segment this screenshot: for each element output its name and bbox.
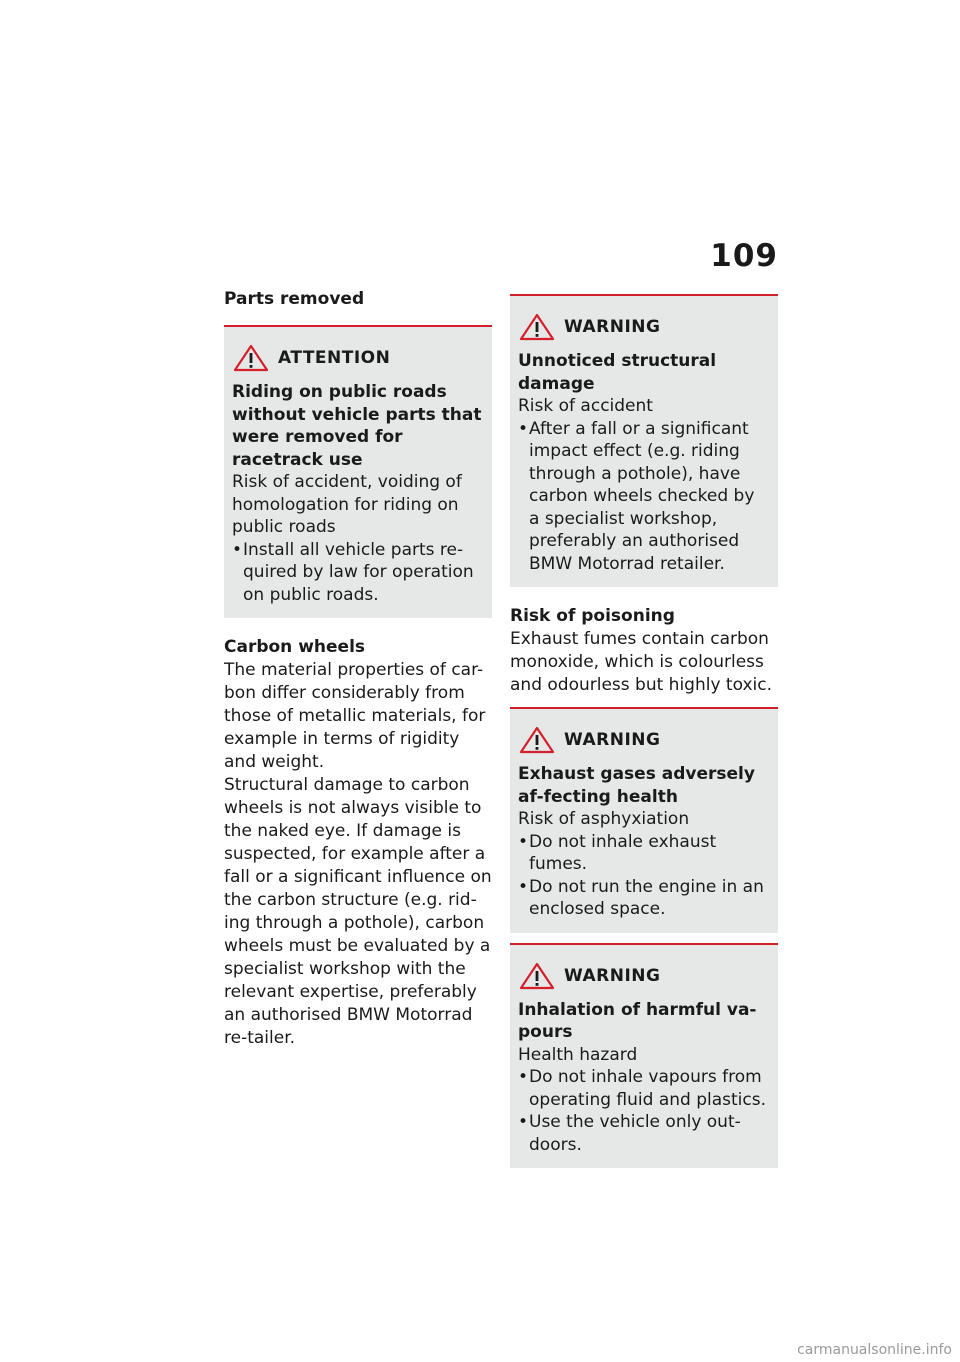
warning-triangle-icon bbox=[518, 962, 556, 990]
warning-label: WARNING bbox=[564, 965, 661, 986]
attention-bullet-list bbox=[232, 539, 484, 607]
watermark-footer: carmanualsonline.info bbox=[797, 1342, 952, 1358]
warning-title: Unnoticed structural damage bbox=[518, 351, 717, 394]
list-item: • Install all vehicle parts re-quired by law for operation on public roads. bbox=[232, 539, 484, 607]
warning-header bbox=[518, 727, 770, 753]
warning-box-structural bbox=[510, 294, 778, 587]
page-number: 109 bbox=[710, 238, 778, 274]
warning-title: Exhaust gases adversely af-fecting health bbox=[518, 764, 755, 807]
list-item: • Do not run the engine in an enclosed space. bbox=[518, 876, 770, 921]
warning-triangle-icon bbox=[518, 313, 556, 341]
right-column bbox=[510, 294, 778, 1168]
carbon-paragraph-1: The material properties of car-bon differ considerably from those of metallic materials, for example in terms of rigidity and weight. bbox=[224, 660, 486, 772]
warning-cause: Risk of asphyxiation bbox=[518, 809, 690, 829]
warning-box-exhaust bbox=[510, 707, 778, 933]
attention-cause: Risk of accident, voiding of homologation for riding on public roads bbox=[232, 472, 462, 537]
attention-header bbox=[232, 345, 484, 371]
list-item: • Do not inhale exhaust fumes. bbox=[518, 831, 770, 876]
warning-title: Inhalation of harmful va-pours bbox=[518, 999, 757, 1042]
warning-label: WARNING bbox=[564, 317, 661, 337]
section-title-risk-of-poisoning: Risk of poisoning bbox=[510, 606, 675, 626]
list-item: • Use the vehicle only out-doors. bbox=[518, 1111, 770, 1156]
list-item: • Do not inhale vapours from operating fluid and plastics. bbox=[518, 1066, 770, 1111]
list-item: • After a fall or a significant impact effect (e.g. riding through a pothole), have carbon wheels checked by a specialist workshop, preferably an authorised BMW Motorrad retailer. bbox=[518, 418, 770, 576]
section-title-parts-removed: Parts removed bbox=[224, 289, 365, 309]
warning-header bbox=[518, 963, 770, 989]
attention-title: Riding on public roads without vehicle parts that were removed for racetrack use bbox=[232, 382, 482, 470]
warning-box-vapours bbox=[510, 943, 778, 1169]
carbon-paragraph-2: Structural damage to carbon wheels is not always visible to the naked eye. If damage is suspected, for example after a fall or a significant influence on the carbon structure (e.g. rid-ing through a pothole), carbon wheels must be evaluated by a specialist workshop with the relevant expertise, preferably an authorised BMW Motorrad re-tailer. bbox=[224, 775, 492, 1048]
warning-bullet-list bbox=[518, 418, 770, 576]
left-column bbox=[224, 288, 492, 1050]
attention-box bbox=[224, 325, 492, 618]
warning-bullet-list bbox=[518, 1066, 770, 1156]
warning-triangle-icon bbox=[518, 726, 556, 754]
section-title-carbon-wheels: Carbon wheels bbox=[224, 637, 366, 657]
warning-header bbox=[518, 314, 770, 340]
warning-bullet-list bbox=[518, 831, 770, 921]
warning-label: WARNING bbox=[564, 730, 661, 750]
warning-triangle-icon bbox=[232, 344, 270, 372]
attention-label: ATTENTION bbox=[278, 348, 391, 368]
poisoning-paragraph: Exhaust fumes contain carbon monoxide, which is colourless and odourless but highly toxic. bbox=[510, 629, 773, 695]
warning-cause: Risk of accident bbox=[518, 396, 653, 416]
warning-cause: Health hazard bbox=[518, 1044, 638, 1065]
